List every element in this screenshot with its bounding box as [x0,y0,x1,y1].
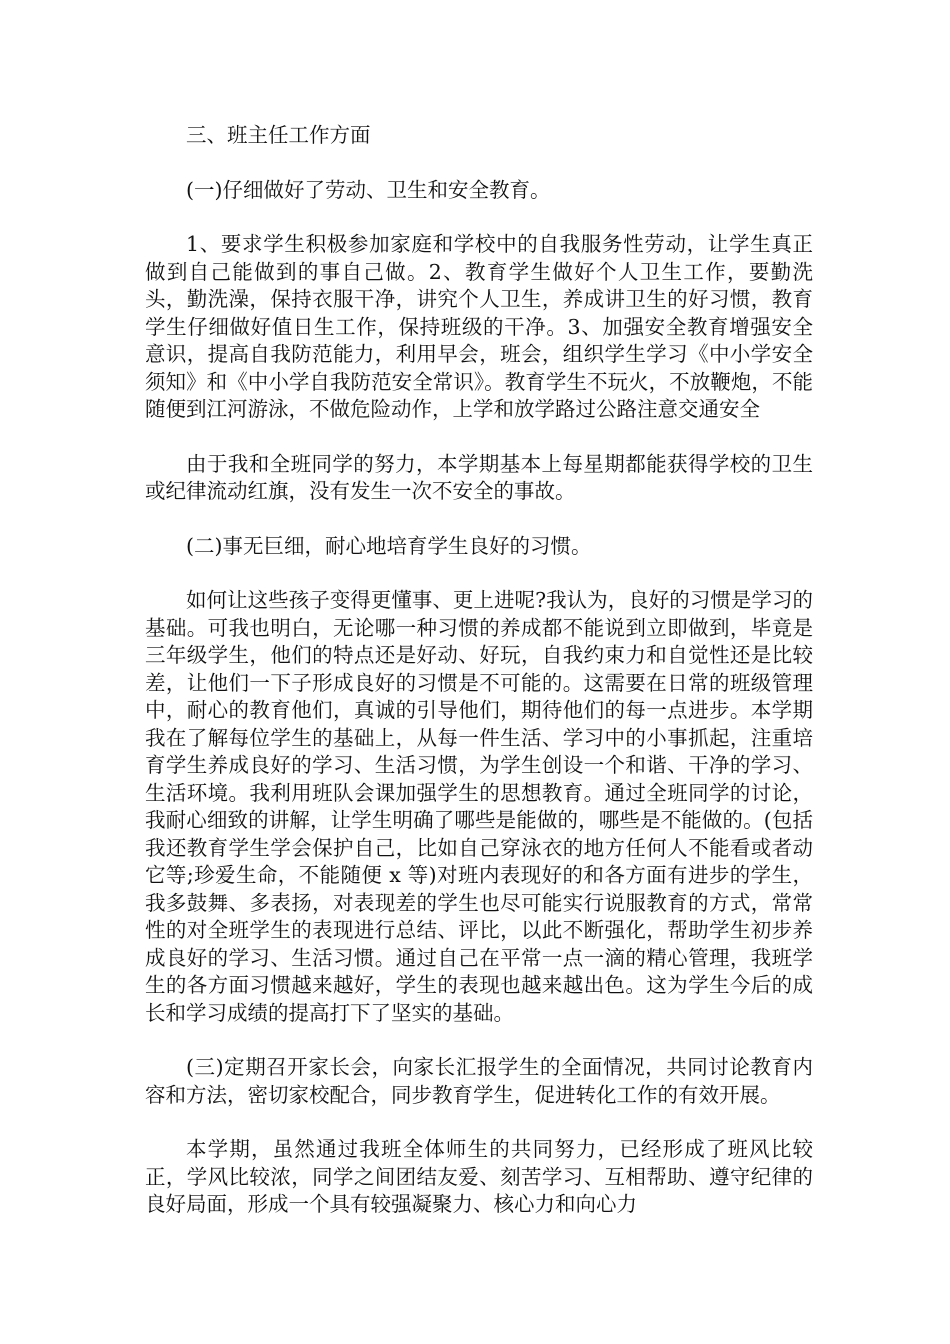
section-heading: 三、班主任工作方面 [186,123,371,147]
paragraph-results: 由于我和全班同学的努力，本学期基本上每星期都能获得学校的卫生或纪律流动红旗，没有发生一次不安全的事故。 [145,451,813,503]
paragraph-semester-summary: 本学期，虽然通过我班全体师生的共同努力，已经形成了班风比较正，学风比较浓，同学之间团结友爱、刻苦学习、互相帮助、遵守纪律的良好局面，形成一个具有较强凝聚力、核心力和向心力 [145,1137,813,1216]
document-body [145,122,813,1246]
subsection-heading-1: (一)仔细做好了劳动、卫生和安全教育。 [186,177,551,202]
paragraph-parents-meeting: (三)定期召开家长会，向家长汇报学生的全面情况，共同讨论教育内容和方法，密切家校配合，同步教育学生，促进转化工作的有效开展。 [145,1055,813,1107]
subsection-heading-2: (二)事无巨细，耐心地培育学生良好的习惯。 [186,533,592,558]
paragraph-habits: 如何让这些孩子变得更懂事、更上进呢?我认为，良好的习惯是学习的基础。可我也明白，无论哪一种习惯的养成都不能说到立即做到，毕竟是三年级学生，他们的特点还是好动、好玩，自我约束力和自觉性还是比较差，让他们一下子形成良好的习惯是不可能的。这需要在日常的班级管理中，耐心的教育他们，真诚的引导他们，期待他们的每一点进步。本学期我在了解每位学生的基础上，从每一件生活、学习中的小事抓起，注重培育学生养成良好的学习、生活习惯，为学生创设一个和谐、干净的学习、生活环境。我利用班队会课加强学生的思想教育。通过全班同学的讨论，我耐心细致的讲解，让学生明确了哪些是能做的，哪些是不能做的。(包括我还教育学生学会保护自己，比如自己穿泳衣的地方任何人不能看或者动它等;珍爱生命，不能随便 x 等)对班内表现好的和各方面有进步的学生，我多鼓舞、多表扬，对表现差的学生也尽可能实行说服教育的方式，常常性的对全班学生的表现进行总结、评比，以此不断强化，帮助学生初步养成良好的学习、生活习惯。通过自己在平常一点一滴的精心管理，我班学生的各方面习惯越来越好，学生的表现也越来越出色。这为学生今后的成长和学习成绩的提高打下了坚实的基础。 [145,588,813,1025]
paragraph-requirements: 1、要求学生积极参加家庭和学校中的自我服务性劳动，让学生真正做到自己能做到的事自己做。2、教育学生做好个人卫生工作，要勤洗头，勤洗澡，保持衣服干净，讲究个人卫生，养成讲卫生的好习惯，教育学生仔细做好值日生工作，保持班级的干净。3、加强安全教育增强安全意识，提高自我防范能力，利用早会，班会，组织学生学习《中小学安全须知》和《中小学自我防范安全常识》。教育学生不玩火，不放鞭炮，不能随便到江河游泳，不做危险动作，上学和放学路过公路注意交通安全 [145,232,813,421]
